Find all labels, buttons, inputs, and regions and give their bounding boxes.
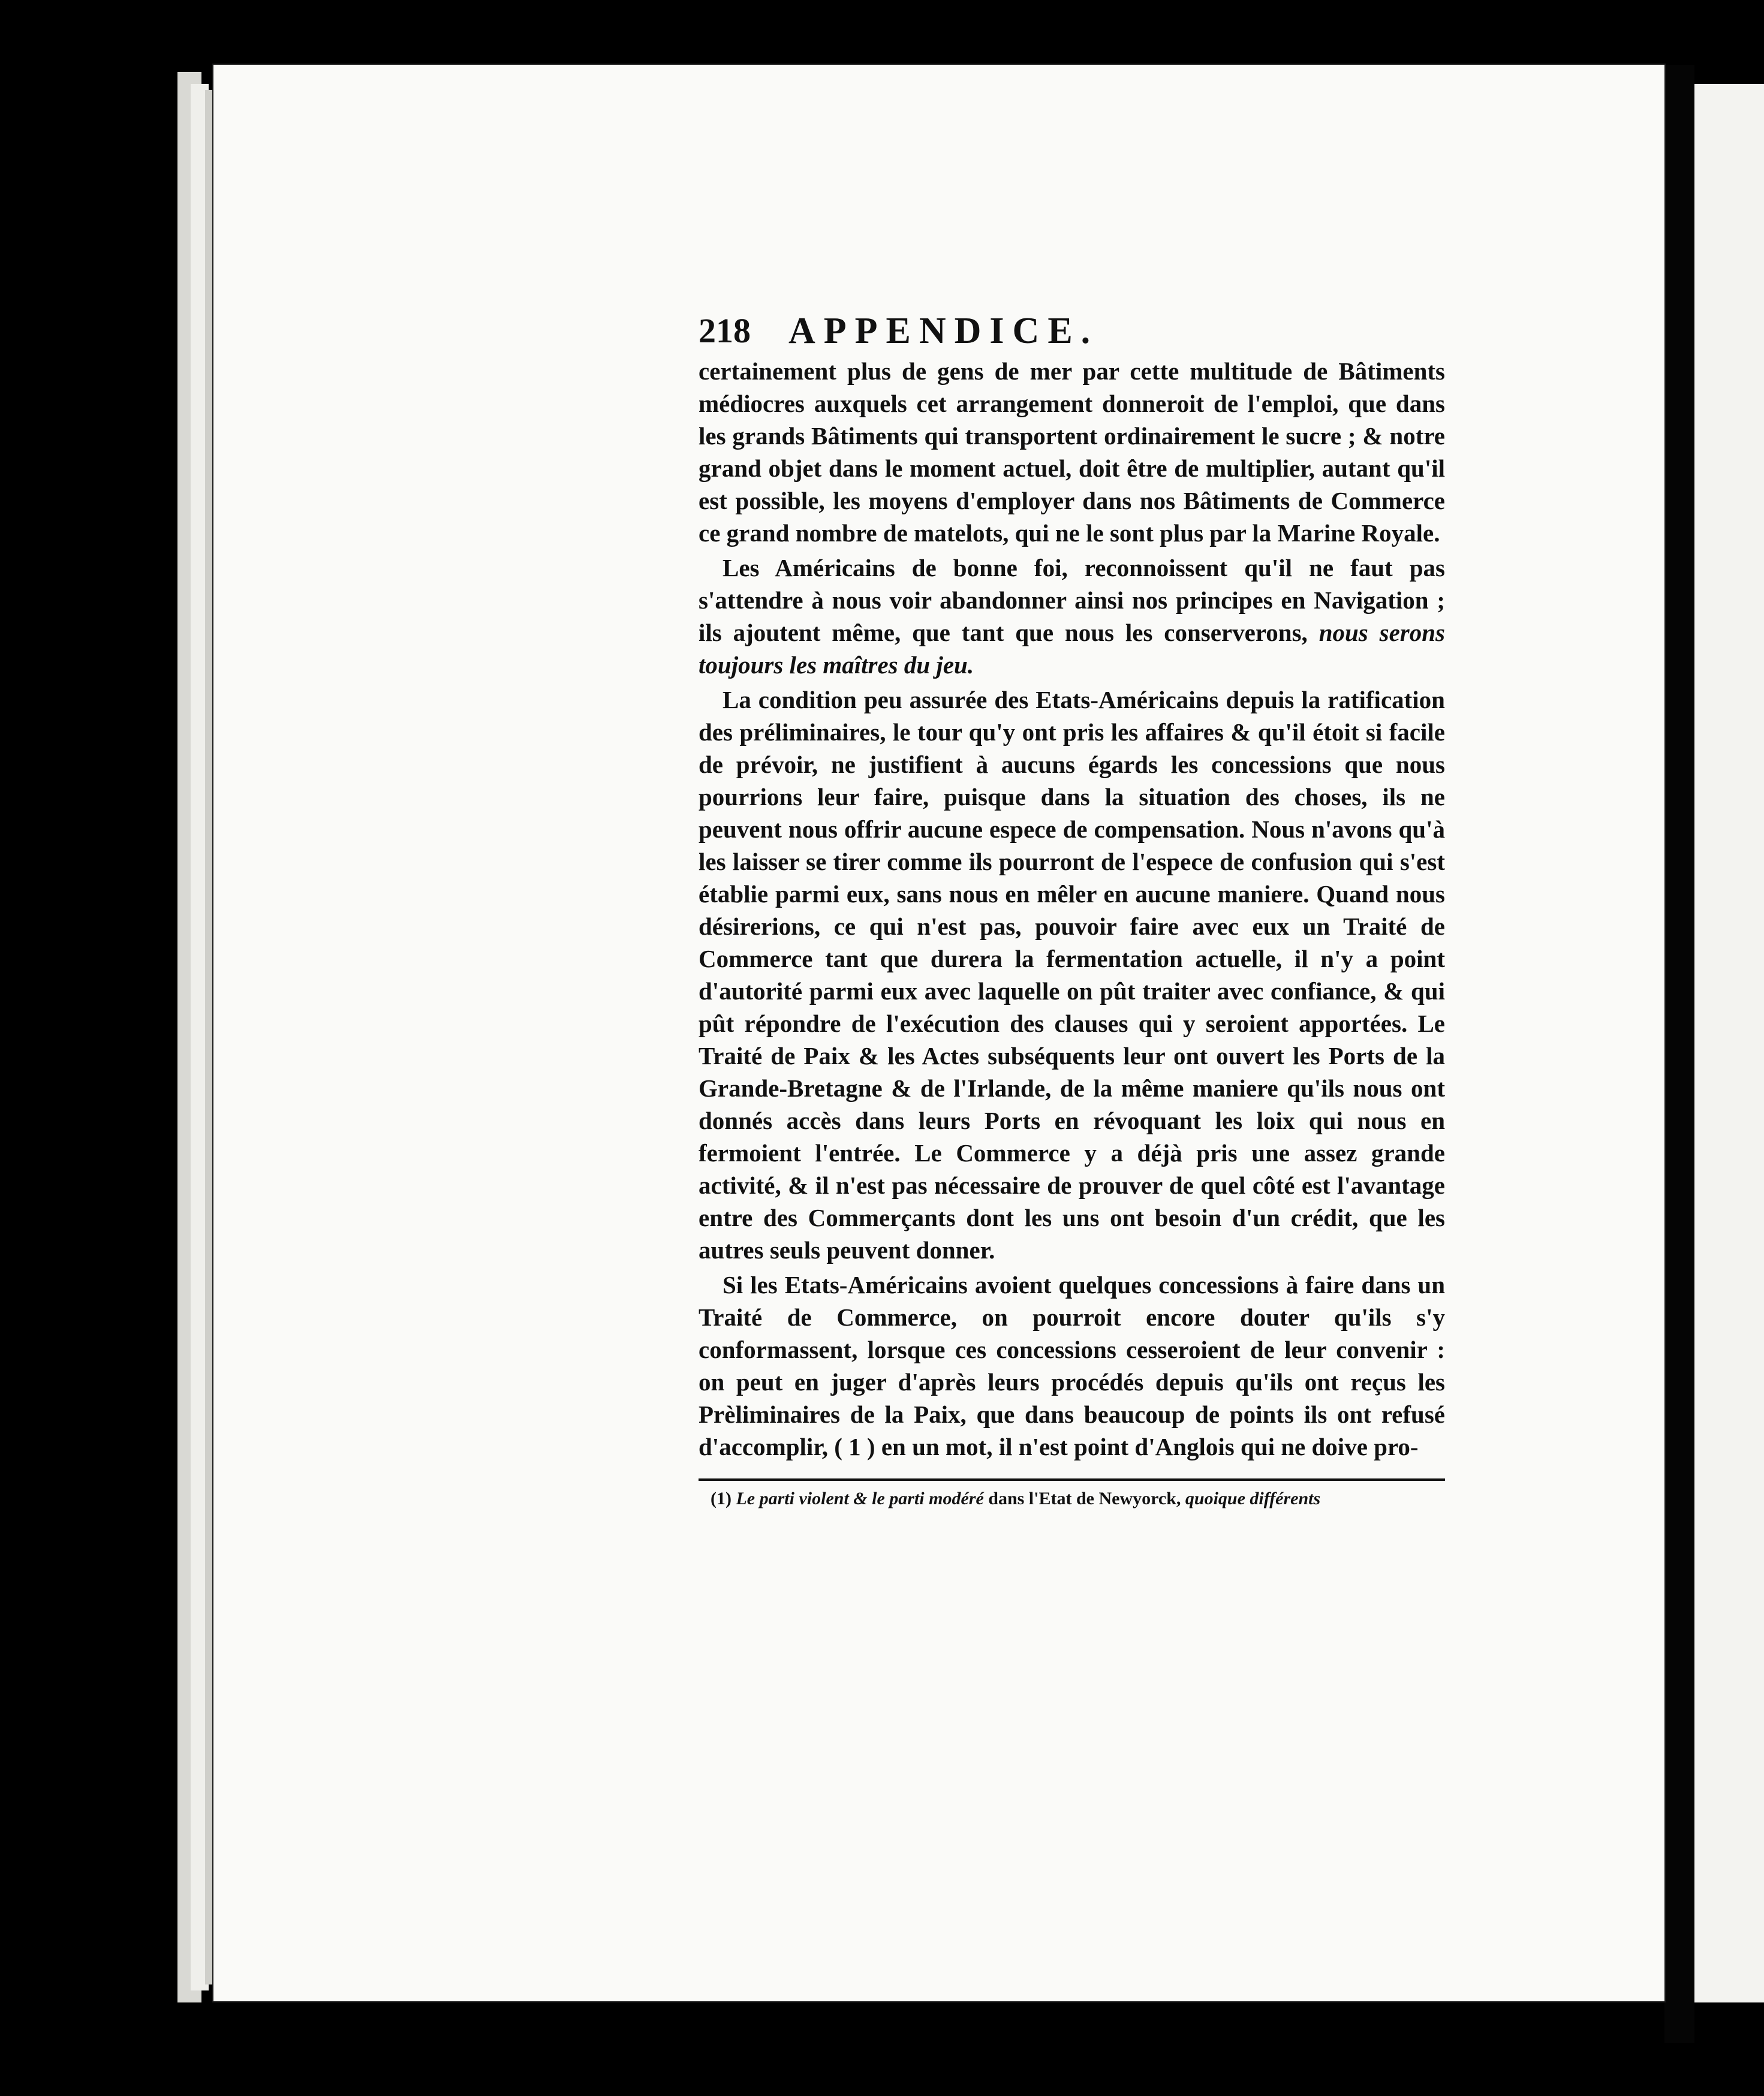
page-number: 218 [699,311,751,350]
running-head: APPENDICE. [788,311,1099,351]
italic-phrase: nous serons toujours les maîtres du jeu. [699,619,1445,679]
footnote-rule [699,1478,1445,1481]
paragraph: La condition peu assurée des Etats-Américains depuis la ratification des préliminaires, le tour qu'y ont pris les affaires & qu'il étoit si facile de prévoir, ne justifient à aucuns égards les concessions que nous pourrions leur faire, puisque dans la situation des choses, ils ne peuvent nous offrir aucune espece de compensation. Nous n'avons qu'à les laisser se tirer comme ils pourront de l'espece de confusion qui s'est établie parmi eux, sans nous en mêler en aucune maniere. Quand nous désirerions, ce qui n'est pas, pouvoir faire avec eux un Traité de Commerce tant que durera la fermentation actuelle, il n'y a point d'autorité parmi eux avec laquelle on pût traiter avec confiance, & qui pût répondre de l'exécution des clauses qui y seroient apportées. Le Traité de Paix & les Actes subséquents leur ont ouvert les Ports de la Grande-Bretagne & de l'Irlande, de la même maniere qu'ils nous ont donnés accès dans leurs Ports en révoquant les loix qui nous en fermoient l'entrée. Le Commerce y a déjà pris une assez grande activité, & il n'est pas nécessaire de prouver de quel côté est l'avantage entre des Commerçants dont les uns ont besoin d'un crédit, que les autres seuls peuvent donner. [699,686,1445,1264]
footnote-italic-text: Le parti violent & le parti modéré [736,1489,984,1508]
footnote [699,1487,1445,1511]
footnote-roman-text: dans l'Etat de Newyorck, [983,1489,1185,1508]
footnote-italic-text: quoique différents [1185,1489,1321,1508]
paragraph-continuation: certainement plus de gens de mer par cette multitude de Bâtiments médiocres auxquels cet arrangement donneroit de l'emploi, que dans les grands Bâtiments qui transportent ordinairement le sucre ; & notre grand objet dans le moment actuel, doit être de multiplier, autant qu'il est possible, les moyens d'employer dans nos Bâtiments de Commerce ce grand nombre de matelots, qui ne le sont plus par la Marine Royale. [699,357,1445,547]
paragraph-text: Les Américains de bonne foi, reconnoissent qu'il ne faut pas s'attendre à nous voir abandonner ainsi nos principes en Navigation ; ils ajoutent même, que tant que nous les conserverons, [699,554,1445,646]
body-text [699,355,1445,1463]
footnote-marker: (1) [711,1489,732,1508]
page-content [699,307,1445,1511]
paragraph: Si les Etats-Américains avoient quelques concessions à faire dans un Traité de Commerce, on pourroit encore douter qu'ils s'y conformassent, lorsque ces concessions cesseroient de leur convenir : on peut en juger d'après leurs procédés depuis qu'ils ont reçus les Prèliminaires de la Paix, que dans beaucoup de points ils ont refusé d'accomplir, ( 1 ) en un mot, il n'est point d'Anglois qui ne doive pro- [699,1271,1445,1460]
facing-page-edge [1694,84,1764,2002]
paragraph [699,552,1445,681]
book-gutter [1664,65,1694,2043]
page-header [699,307,1445,355]
